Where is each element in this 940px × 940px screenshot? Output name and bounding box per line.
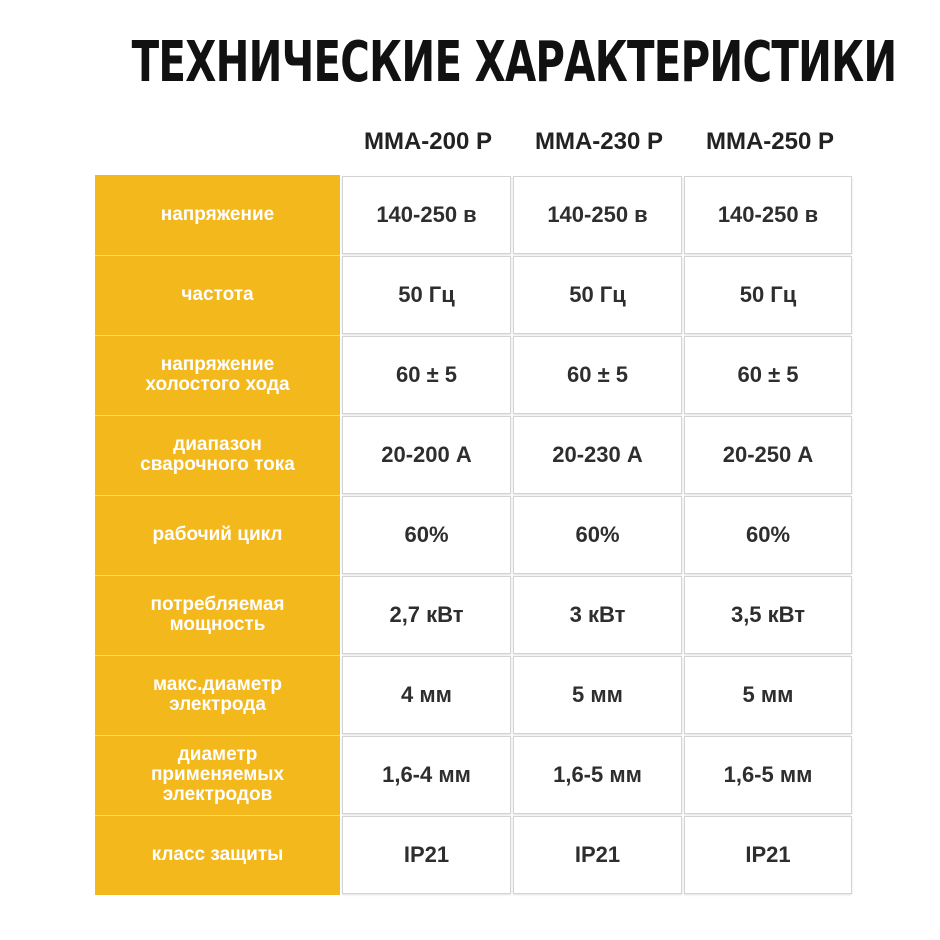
table-cell: 4 мм [342,656,511,734]
table-cell: 2,7 кВт [342,576,511,654]
table-cell: 140-250 в [513,176,682,254]
row-label-current-range: диапазон сварочного тока [140,434,295,475]
row-label-duty-cycle: рабочий цикл [152,524,283,545]
row-label-max-electrode-diameter: макс.диаметр электрода [152,674,283,715]
row-label-electrode-diameter: диаметр применяемых электродов [150,744,285,805]
table-cell: 60% [342,496,511,574]
page-title: ТЕХНИЧЕСКИЕ ХАРАКТЕРИСТИКИ [131,30,897,95]
table-cell: 3 кВт [513,576,682,654]
table-cell: IP21 [684,816,852,894]
specs-table [95,175,854,895]
table-cell: 60% [684,496,852,574]
table-cell: 140-250 в [684,176,852,254]
table-cell: 20-230 А [513,416,682,494]
table-cell: 1,6-5 мм [513,736,682,814]
table-cell: 3,5 кВт [684,576,852,654]
table-cell: 50 Гц [684,256,852,334]
row-divider [95,655,340,656]
table-cell: 140-250 в [342,176,511,254]
row-label-protection-class: класс защиты [151,844,284,865]
table-cell: 60 ± 5 [513,336,682,414]
row-label-open-circuit-voltage: напряжение холостого хода [145,354,290,395]
row-divider [95,735,340,736]
row-divider [95,815,340,816]
table-cell: IP21 [342,816,511,894]
row-label-voltage: напряжение [160,204,275,225]
label-column [95,175,340,895]
row-label-frequency: частота [181,284,254,305]
table-cell: 20-250 А [684,416,852,494]
column-header-mma-250: ММА-250 Р [705,128,835,155]
row-divider [95,495,340,496]
table-cell: 50 Гц [342,256,511,334]
table-cell: 60% [513,496,682,574]
table-cell: IP21 [513,816,682,894]
column-header-mma-230: ММА-230 Р [534,128,664,155]
table-cell: 60 ± 5 [342,336,511,414]
table-cell: 60 ± 5 [684,336,852,414]
row-divider [95,335,340,336]
table-cell: 1,6-4 мм [342,736,511,814]
table-cell: 20-200 А [342,416,511,494]
row-label-power: потребляемая мощность [150,594,285,635]
row-divider [95,575,340,576]
row-divider [95,255,340,256]
table-cell: 5 мм [684,656,852,734]
table-cell: 1,6-5 мм [684,736,852,814]
column-header-mma-200: ММА-200 Р [363,128,493,155]
table-cell: 50 Гц [513,256,682,334]
table-cell: 5 мм [513,656,682,734]
row-divider [95,415,340,416]
